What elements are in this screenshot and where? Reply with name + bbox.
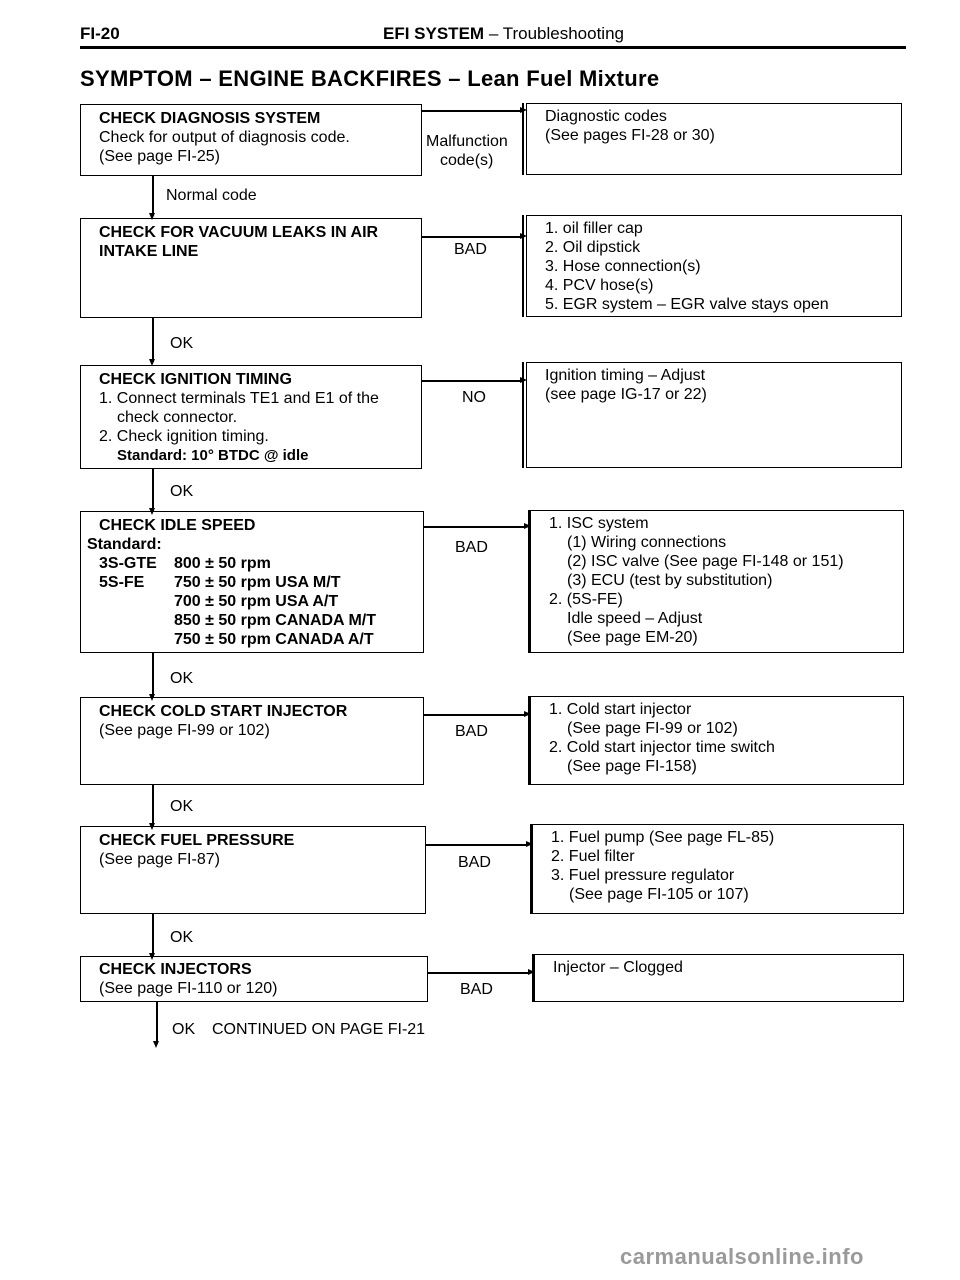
spec-value: 750 ± 50 rpm CANADA A/T — [174, 631, 374, 648]
ok-label: OK — [172, 1021, 196, 1038]
step-line: 1. Connect terminals TE1 and E1 of the — [99, 390, 379, 407]
result-line: (see page IG-17 or 22) — [545, 386, 707, 403]
result-line: (3) ECU (test by substitution) — [567, 572, 773, 589]
arrow-down-icon — [153, 1041, 159, 1048]
step-line: check connector. — [117, 409, 238, 426]
injectors-result-box — [534, 954, 904, 1002]
fuel-pressure-box — [80, 826, 426, 914]
vacuum-leak-box — [80, 218, 422, 318]
header-rule — [80, 46, 906, 49]
engine-code: 3S-GTE — [99, 555, 157, 572]
connector-line — [422, 380, 522, 382]
ignition-result-box — [526, 362, 902, 468]
connector-line — [522, 362, 524, 468]
flow-line — [152, 785, 154, 827]
step-line: (See page FI-99 or 102) — [99, 722, 270, 739]
step-line: (See page FI-110 or 120) — [99, 980, 278, 997]
result-line: 2. Cold start injector time switch — [549, 739, 775, 756]
result-line: (2) ISC valve (See page FI-148 or 151) — [567, 553, 844, 570]
step-line: (See page FI-25) — [99, 148, 220, 165]
connector-line — [426, 844, 528, 846]
ok-label: OK — [170, 483, 194, 500]
standard-label: Standard: — [87, 536, 162, 553]
standard-spec: Standard: 10° BTDC @ idle — [117, 447, 309, 464]
fuel-pressure-result-box — [532, 824, 904, 914]
step-line: Check for output of diagnosis code. — [99, 129, 350, 146]
vacuum-result-box — [526, 215, 902, 317]
page-id: FI-20 — [80, 24, 120, 43]
result-line: 5. EGR system – EGR valve stays open — [545, 296, 829, 313]
result-line: 2. Oil dipstick — [545, 239, 641, 256]
ok-label: OK — [170, 335, 194, 352]
result-line: Idle speed – Adjust — [567, 610, 703, 627]
cold-start-box — [80, 697, 424, 785]
result-line: (1) Wiring connections — [567, 534, 727, 551]
spec-row — [99, 611, 413, 630]
ignition-timing-box — [80, 365, 422, 469]
spec-row — [99, 573, 413, 592]
connector-line — [422, 236, 522, 238]
result-line: 4. PCV hose(s) — [545, 277, 654, 294]
continued-note: CONTINUED ON PAGE FI-21 — [212, 1021, 426, 1038]
fail-label: BAD — [460, 981, 493, 998]
step-title: CHECK FOR VACUUM LEAKS IN AIR — [99, 224, 379, 241]
diagnostic-codes-box — [526, 103, 902, 175]
spec-value: 850 ± 50 rpm CANADA M/T — [174, 612, 377, 629]
engine-code — [99, 630, 174, 649]
result-line: Diagnostic codes — [545, 108, 667, 125]
result-line: (See page EM-20) — [567, 629, 698, 646]
spec-row — [99, 592, 413, 611]
connector-line — [422, 110, 522, 112]
result-line: (See page FI-158) — [567, 758, 697, 775]
step-title: CHECK DIAGNOSIS SYSTEM — [99, 110, 321, 127]
spec-value: 800 ± 50 rpm — [174, 555, 271, 572]
step-title: INTAKE LINE — [99, 243, 199, 260]
result-line: 1. Fuel pump (See page FL-85) — [551, 829, 775, 846]
connector-line — [428, 972, 530, 974]
result-line: 1. Cold start injector — [549, 701, 692, 718]
section-title: EFI SYSTEM – Troubleshooting — [383, 24, 624, 43]
step-line: 2. Check ignition timing. — [99, 428, 269, 445]
ok-label: OK — [170, 929, 194, 946]
result-line: 3. Fuel pressure regulator — [551, 867, 735, 884]
result-line: 1. oil filler cap — [545, 220, 643, 237]
result-line: (See page FI-99 or 102) — [567, 720, 738, 737]
spec-row — [99, 554, 413, 573]
step-line: (See page FI-87) — [99, 851, 220, 868]
fail-label: BAD — [454, 241, 487, 258]
engine-code — [99, 611, 174, 630]
check-diagnosis-box — [80, 104, 422, 176]
injectors-box — [80, 956, 428, 1002]
watermark: carmanualsonline.info — [620, 1244, 864, 1269]
fail-label: code(s) — [440, 152, 494, 169]
result-line: 2. (5S-FE) — [549, 591, 623, 608]
spec-value: 750 ± 50 rpm USA M/T — [174, 574, 341, 591]
step-title: CHECK IGNITION TIMING — [99, 371, 292, 388]
connector-line — [522, 103, 524, 175]
result-line: 3. Hose connection(s) — [545, 258, 701, 275]
step-title: CHECK COLD START INJECTOR — [99, 703, 348, 720]
connector-line — [424, 526, 526, 528]
connector-line — [522, 215, 524, 317]
spec-value: 700 ± 50 rpm USA A/T — [174, 593, 339, 610]
engine-code: 5S-FE — [99, 574, 145, 591]
fail-label: BAD — [458, 854, 491, 871]
fail-label: BAD — [455, 539, 488, 556]
flow-line — [152, 318, 154, 362]
idle-speed-box — [80, 511, 424, 653]
result-line: 1. ISC system — [549, 515, 649, 532]
cold-start-result-box — [530, 696, 904, 785]
flow-line — [152, 469, 154, 511]
result-line: Injector – Clogged — [553, 959, 683, 976]
flow-line — [152, 653, 154, 697]
engine-code — [99, 592, 174, 611]
spec-row — [99, 630, 413, 649]
idle-result-box — [530, 510, 904, 653]
ok-label: OK — [170, 670, 194, 687]
fail-label: NO — [462, 389, 486, 406]
flow-line — [152, 176, 154, 216]
connector-line — [424, 714, 526, 716]
result-line: Ignition timing – Adjust — [545, 367, 706, 384]
step-title: CHECK INJECTORS — [99, 961, 252, 978]
step-title: CHECK IDLE SPEED — [99, 517, 256, 534]
ok-label: OK — [170, 798, 194, 815]
ok-label: Normal code — [166, 187, 257, 204]
fail-label: Malfunction — [426, 133, 508, 150]
step-title: CHECK FUEL PRESSURE — [99, 832, 295, 849]
fail-label: BAD — [455, 723, 488, 740]
flow-line — [156, 1002, 158, 1044]
flow-line — [152, 914, 154, 956]
result-line: 2. Fuel filter — [551, 848, 635, 865]
result-line: (See page FI-105 or 107) — [569, 886, 749, 903]
result-line: (See pages FI-28 or 30) — [545, 127, 715, 144]
symptom-title: SYMPTOM – ENGINE BACKFIRES – Lean Fuel Mixture — [80, 66, 660, 91]
